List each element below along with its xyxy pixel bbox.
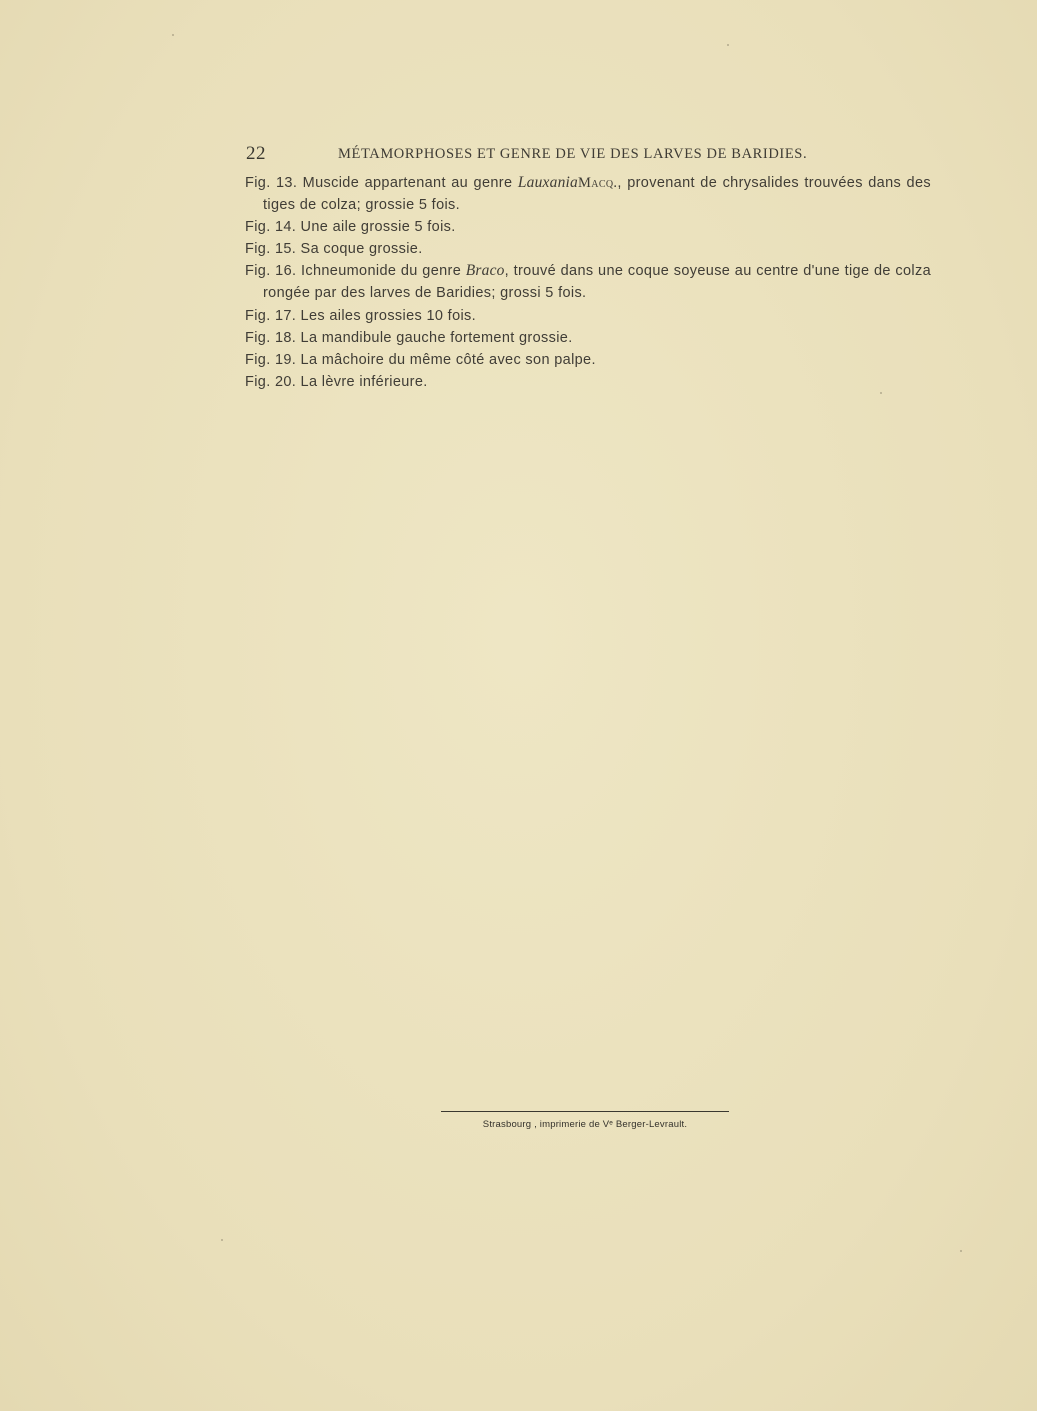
caption-text: Sa coque grossie. bbox=[296, 241, 423, 258]
genus-name: Lauxania bbox=[517, 174, 578, 191]
caption-fig-14 bbox=[245, 216, 931, 238]
caption-text: , trouvé dans une coque soyeuse au centre d'une tige de colza rongée par des larves de Baridies; grossi 5 fois. bbox=[263, 263, 931, 302]
genus-name: Braco bbox=[465, 262, 505, 280]
caption-label: Fig. 16. bbox=[245, 263, 297, 280]
paper-speck bbox=[880, 392, 882, 394]
caption-label: Fig. 13. bbox=[245, 175, 298, 191]
caption-text: Muscide appartenant au genre bbox=[297, 175, 518, 191]
caption-label: Fig. 18. bbox=[245, 329, 297, 346]
paper-speck bbox=[960, 1250, 962, 1252]
caption-label: Fig. 19. bbox=[245, 351, 297, 368]
caption-fig-18 bbox=[245, 327, 931, 349]
caption-label: Fig. 15. bbox=[245, 241, 297, 258]
caption-text: La mâchoire du même côté avec son palpe. bbox=[296, 351, 596, 368]
caption-text: , provenant de chrysalides trouvées dans des tiges de colza; grossie 5 fois. bbox=[263, 175, 931, 214]
caption-fig-19 bbox=[245, 349, 931, 371]
caption-fig-20 bbox=[245, 371, 931, 393]
caption-label: Fig. 20. bbox=[245, 373, 297, 390]
running-head bbox=[246, 143, 836, 169]
paper-speck bbox=[727, 44, 729, 46]
caption-text: La lèvre inférieure. bbox=[296, 373, 428, 390]
caption-label: Fig. 17. bbox=[245, 307, 297, 324]
caption-fig-13 bbox=[245, 172, 931, 216]
figure-captions bbox=[245, 172, 931, 393]
caption-text: Les ailes grossies 10 fois. bbox=[296, 307, 477, 324]
page-number: 22 bbox=[246, 143, 266, 164]
caption-fig-15 bbox=[245, 238, 931, 260]
caption-fig-17 bbox=[245, 305, 931, 327]
caption-text: Une aile grossie 5 fois. bbox=[296, 219, 456, 236]
imprint-rule bbox=[441, 1111, 729, 1112]
author-abbrev: Macq. bbox=[578, 175, 618, 191]
caption-fig-16 bbox=[245, 260, 931, 304]
paper-speck bbox=[172, 34, 174, 36]
printer-imprint: Strasbourg , imprimerie de Vᵉ Berger-Levrault. bbox=[482, 1119, 688, 1130]
running-title: MÉTAMORPHOSES ET GENRE DE VIE DES LARVES DE BARIDIES. bbox=[338, 146, 808, 162]
paper-speck bbox=[221, 1239, 223, 1241]
caption-label: Fig. 14. bbox=[245, 219, 297, 236]
caption-text: Ichneumonide du genre bbox=[296, 263, 466, 280]
caption-text: La mandibule gauche fortement grossie. bbox=[296, 329, 573, 346]
